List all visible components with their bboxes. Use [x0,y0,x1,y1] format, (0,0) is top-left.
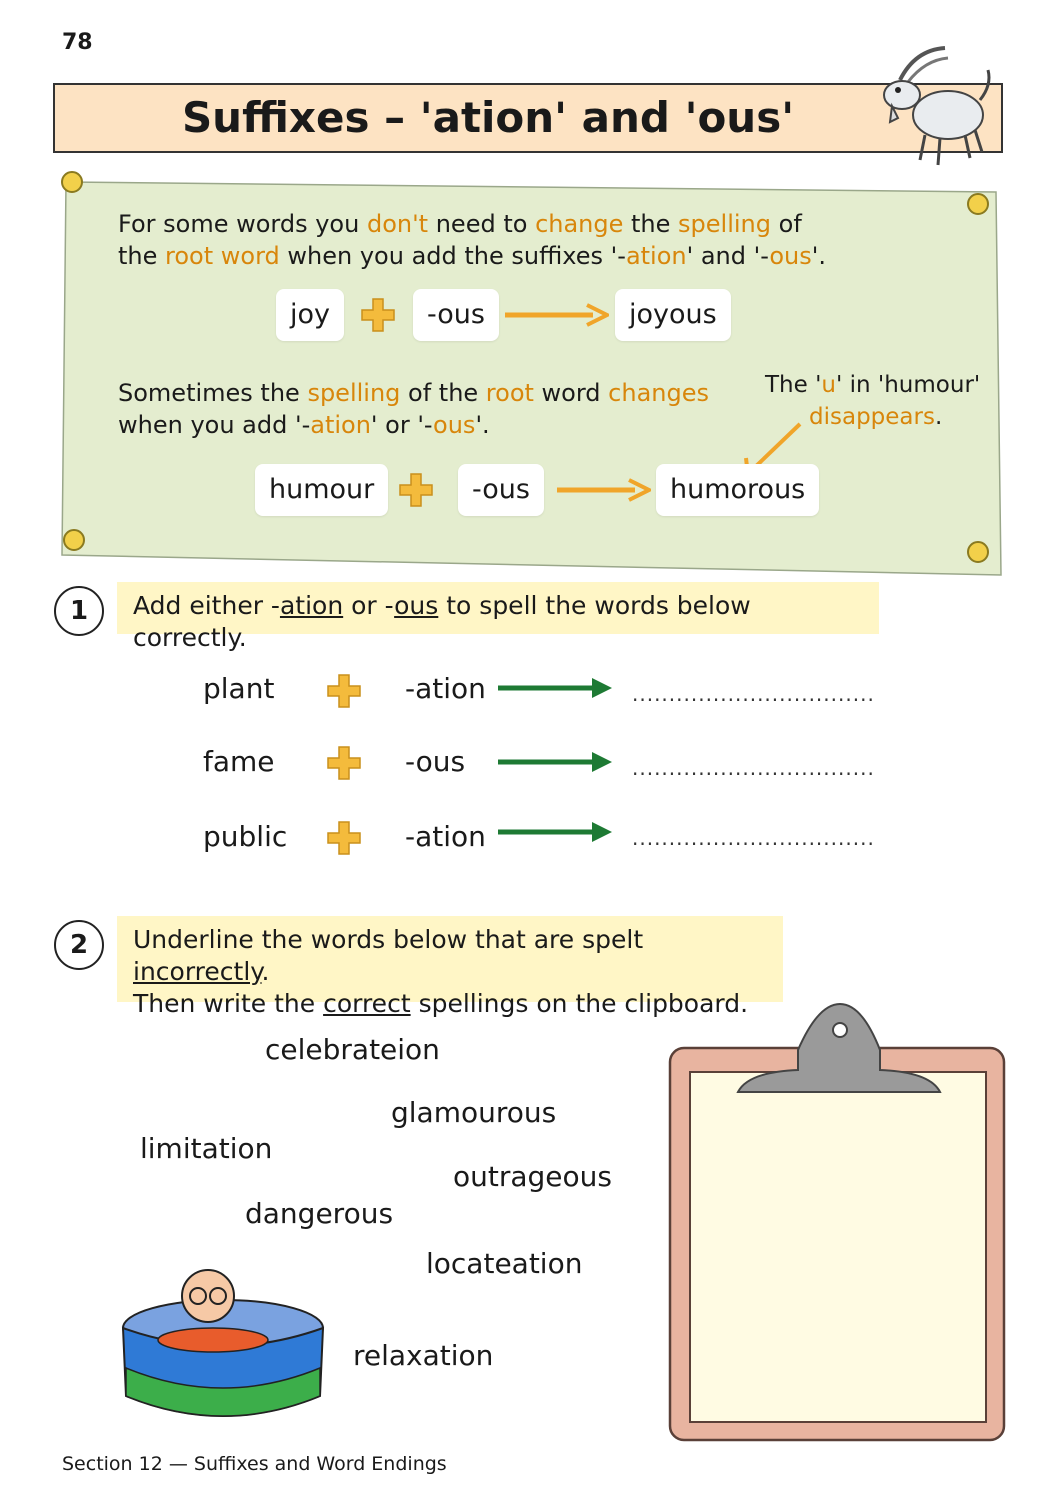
arrow-right-icon [557,478,651,502]
arrow-right-icon [498,676,614,700]
example-suffix: -ous [413,289,499,341]
example-root-word: humour [255,464,388,516]
footer-section-label: Section 12 — Suffixes and Word Endings [62,1453,447,1475]
exercise-suffix: -ation [405,672,486,705]
spelling-word[interactable]: celebrateion [265,1033,440,1066]
arrow-right-icon [498,750,614,774]
question-number-1: 1 [54,586,104,636]
example-suffix: -ous [458,464,544,516]
plus-icon [398,472,434,508]
answer-line[interactable]: ................................. [632,682,875,706]
question-1-instruction: Add either -ation or -ous to spell the words below correctly. [117,582,879,634]
clipboard[interactable] [668,1000,1008,1445]
answer-line[interactable]: ................................. [632,756,875,780]
example-root-word: joy [276,289,344,341]
plus-icon [326,745,362,781]
note-text: The 'u' in 'humour' disappears. [765,372,981,430]
spelling-word[interactable]: relaxation [353,1339,494,1372]
spelling-word[interactable]: locateation [426,1247,583,1280]
title-bar [53,83,1003,153]
spelling-word[interactable]: glamourous [391,1096,557,1129]
spelling-word[interactable]: dangerous [245,1197,394,1230]
info-paragraph-2: Sometimes the spelling of the root word changes when you add '-ation' or '-ous'. [118,379,709,439]
answer-line[interactable]: ................................. [632,826,875,850]
arrow-right-icon [498,820,614,844]
question-number-2: 2 [54,920,104,970]
spelling-word[interactable]: outrageous [453,1160,612,1193]
goat-illustration [870,40,1000,170]
example-result: joyous [615,289,731,341]
exercise-suffix: -ous [405,745,466,778]
plus-icon [360,297,396,333]
info-paragraph-1: For some words you don't need to change the spelling of the root word when you add the suffixes '-ation' and '-ous'. [118,210,826,270]
spelling-word[interactable]: limitation [140,1132,273,1165]
exercise-root-word: fame [203,745,275,778]
example-result: humorous [656,464,819,516]
exercise-root-word: plant [203,672,275,705]
question-2-instruction: Underline the words below that are spelt incorrectly. Then write the correct spellings on the clipboard. [117,916,783,1002]
page-title: Suffixes – 'ation' and 'ous' [181,93,795,142]
plus-icon [326,820,362,856]
page-number: 78 [62,30,93,55]
plus-icon [326,673,362,709]
exercise-root-word: public [203,820,288,853]
exercise-suffix: -ation [405,820,486,853]
paddling-pool-illustration [118,1268,328,1428]
arrow-right-icon [505,303,609,327]
